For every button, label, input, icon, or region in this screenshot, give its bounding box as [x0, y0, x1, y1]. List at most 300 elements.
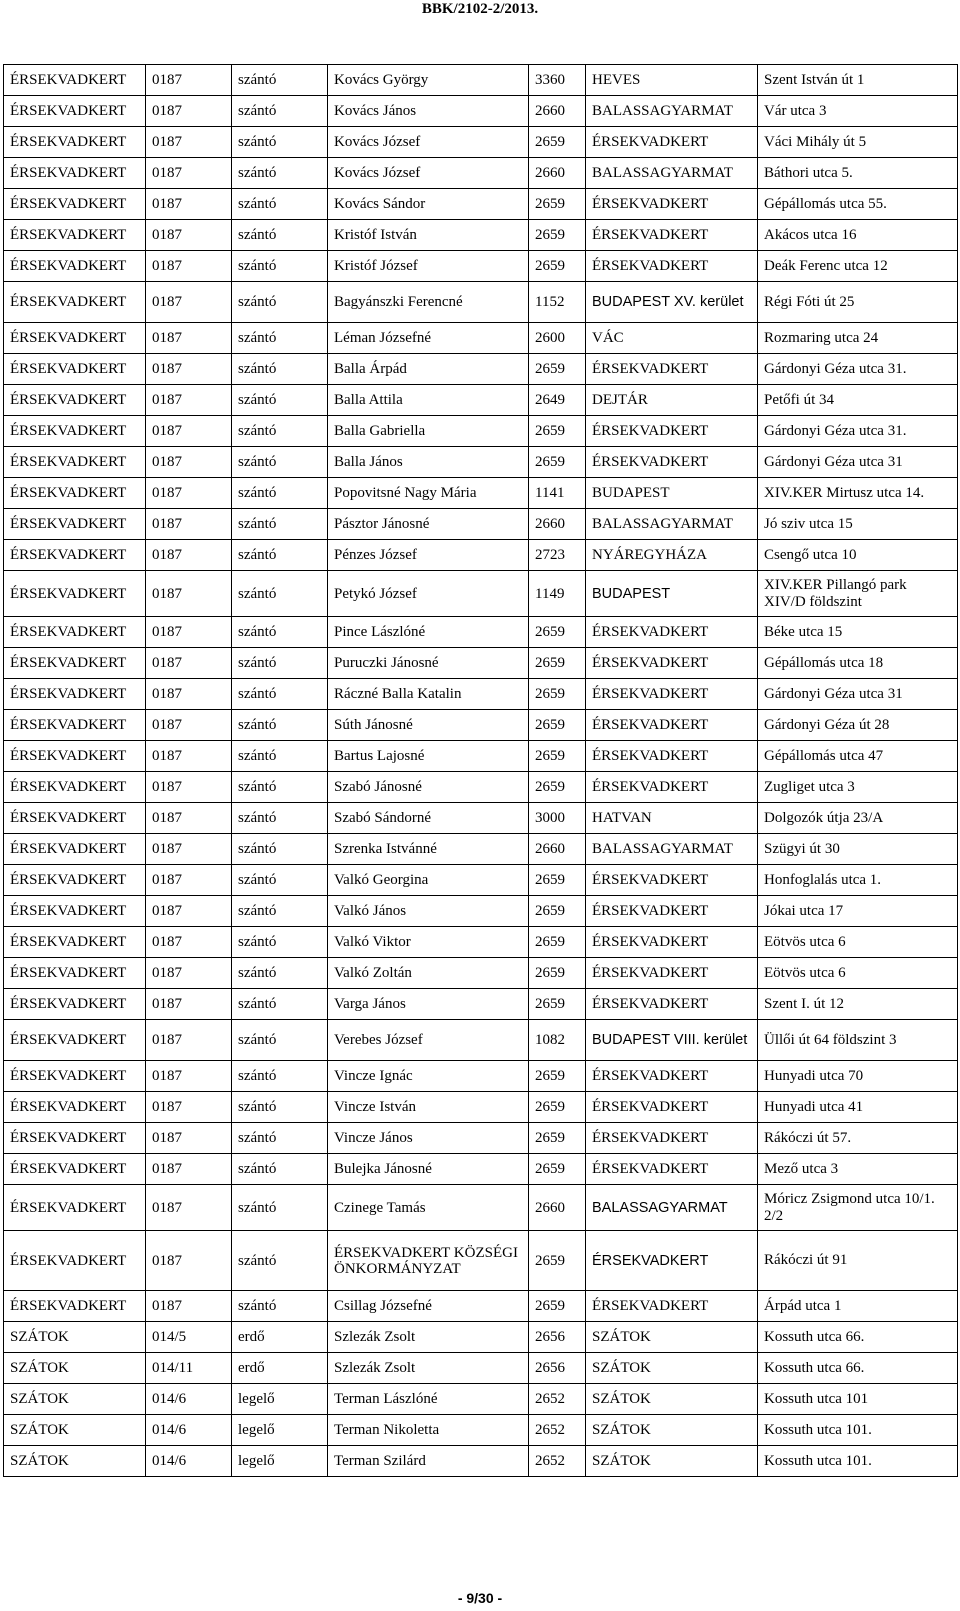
- address-cell: Eötvös utca 6: [758, 958, 958, 989]
- parcel-cell: 0187: [146, 540, 232, 571]
- settlement-cell: ÉRSEKVADKERT: [4, 834, 146, 865]
- parcel-cell: 0187: [146, 1185, 232, 1231]
- land-use-cell: legelő: [232, 1415, 328, 1446]
- settlement-cell: ÉRSEKVADKERT: [4, 509, 146, 540]
- settlement-cell: ÉRSEKVADKERT: [4, 710, 146, 741]
- city-cell: ÉRSEKVADKERT: [586, 617, 758, 648]
- parcel-cell: 0187: [146, 772, 232, 803]
- parcel-cell: 0187: [146, 478, 232, 509]
- owner-name-cell: Terman Szilárd: [328, 1446, 529, 1477]
- postal-code-cell: 2659: [529, 354, 586, 385]
- postal-code-cell: 2659: [529, 772, 586, 803]
- address-cell: Kossuth utca 101.: [758, 1415, 958, 1446]
- city-cell: BUDAPEST: [586, 571, 758, 617]
- land-use-cell: szántó: [232, 1291, 328, 1322]
- table-row: [4, 323, 958, 354]
- owner-name-cell: Puruczki Jánosné: [328, 648, 529, 679]
- settlement-cell: ÉRSEKVADKERT: [4, 958, 146, 989]
- address-cell: Gépállomás utca 47: [758, 741, 958, 772]
- city-cell: BALASSAGYARMAT: [586, 509, 758, 540]
- address-cell: Kossuth utca 66.: [758, 1322, 958, 1353]
- owner-name-cell: Szlezák Zsolt: [328, 1322, 529, 1353]
- table-row: [4, 127, 958, 158]
- address-cell: Kossuth utca 66.: [758, 1353, 958, 1384]
- settlement-cell: ÉRSEKVADKERT: [4, 251, 146, 282]
- postal-code-cell: 2659: [529, 617, 586, 648]
- settlement-cell: ÉRSEKVADKERT: [4, 989, 146, 1020]
- land-use-cell: szántó: [232, 741, 328, 772]
- postal-code-cell: 1082: [529, 1020, 586, 1061]
- land-use-cell: szántó: [232, 96, 328, 127]
- table-row: [4, 1123, 958, 1154]
- city-cell: HEVES: [586, 65, 758, 96]
- parcel-cell: 0187: [146, 323, 232, 354]
- postal-code-cell: 3000: [529, 803, 586, 834]
- postal-code-cell: 2656: [529, 1353, 586, 1384]
- settlement-cell: ÉRSEKVADKERT: [4, 1020, 146, 1061]
- settlement-cell: ÉRSEKVADKERT: [4, 282, 146, 323]
- city-cell: SZÁTOK: [586, 1446, 758, 1477]
- table-row: [4, 571, 958, 617]
- city-cell: ÉRSEKVADKERT: [586, 1123, 758, 1154]
- land-use-cell: szántó: [232, 1154, 328, 1185]
- settlement-cell: ÉRSEKVADKERT: [4, 158, 146, 189]
- owner-name-cell: Pénzes József: [328, 540, 529, 571]
- parcel-cell: 0187: [146, 679, 232, 710]
- land-use-cell: szántó: [232, 1092, 328, 1123]
- owner-name-cell: Balla Attila: [328, 385, 529, 416]
- address-cell: Váci Mihály út 5: [758, 127, 958, 158]
- land-use-cell: szántó: [232, 158, 328, 189]
- owner-name-cell: Valkó Viktor: [328, 927, 529, 958]
- land-use-cell: szántó: [232, 1185, 328, 1231]
- postal-code-cell: 2659: [529, 416, 586, 447]
- postal-code-cell: 2659: [529, 189, 586, 220]
- postal-code-cell: 2659: [529, 989, 586, 1020]
- owner-name-cell: Vincze János: [328, 1123, 529, 1154]
- table-row: [4, 385, 958, 416]
- postal-code-cell: 1152: [529, 282, 586, 323]
- address-cell: Árpád utca 1: [758, 1291, 958, 1322]
- city-cell: ÉRSEKVADKERT: [586, 927, 758, 958]
- table-row: [4, 1322, 958, 1353]
- address-cell: Régi Fóti út 25: [758, 282, 958, 323]
- postal-code-cell: 2659: [529, 865, 586, 896]
- address-cell: Rákóczi út 91: [758, 1231, 958, 1291]
- address-cell: Zugliget utca 3: [758, 772, 958, 803]
- document-code: BBK/2102-2/2013.: [421, 1, 539, 17]
- postal-code-cell: 2660: [529, 96, 586, 127]
- land-use-cell: szántó: [232, 251, 328, 282]
- parcel-cell: 0187: [146, 741, 232, 772]
- address-cell: Jó sziv utca 15: [758, 509, 958, 540]
- address-cell: Kossuth utca 101: [758, 1384, 958, 1415]
- table-row: [4, 509, 958, 540]
- settlement-cell: ÉRSEKVADKERT: [4, 189, 146, 220]
- owner-name-cell: ÉRSEKVADKERT KÖZSÉGI ÖNKORMÁNYZAT: [328, 1231, 529, 1291]
- postal-code-cell: 2659: [529, 1061, 586, 1092]
- owner-name-cell: Vincze István: [328, 1092, 529, 1123]
- owner-name-cell: Szlezák Zsolt: [328, 1353, 529, 1384]
- table-row: [4, 989, 958, 1020]
- postal-code-cell: 2659: [529, 741, 586, 772]
- land-use-cell: szántó: [232, 648, 328, 679]
- settlement-cell: ÉRSEKVADKERT: [4, 127, 146, 158]
- postal-code-cell: 2652: [529, 1415, 586, 1446]
- parcel-cell: 014/6: [146, 1446, 232, 1477]
- owner-name-cell: Petykó József: [328, 571, 529, 617]
- owner-name-cell: Ráczné Balla Katalin: [328, 679, 529, 710]
- postal-code-cell: 3360: [529, 65, 586, 96]
- land-use-cell: szántó: [232, 1061, 328, 1092]
- land-use-cell: szántó: [232, 571, 328, 617]
- owner-name-cell: Varga János: [328, 989, 529, 1020]
- settlement-cell: SZÁTOK: [4, 1322, 146, 1353]
- parcel-cell: 0187: [146, 385, 232, 416]
- owner-name-cell: Kovács György: [328, 65, 529, 96]
- city-cell: ÉRSEKVADKERT: [586, 251, 758, 282]
- city-cell: ÉRSEKVADKERT: [586, 1092, 758, 1123]
- settlement-cell: ÉRSEKVADKERT: [4, 803, 146, 834]
- parcel-cell: 0187: [146, 354, 232, 385]
- land-use-cell: szántó: [232, 189, 328, 220]
- postal-code-cell: 2659: [529, 1123, 586, 1154]
- land-use-cell: szántó: [232, 540, 328, 571]
- city-cell: SZÁTOK: [586, 1415, 758, 1446]
- settlement-cell: SZÁTOK: [4, 1384, 146, 1415]
- city-cell: ÉRSEKVADKERT: [586, 1231, 758, 1291]
- settlement-cell: SZÁTOK: [4, 1353, 146, 1384]
- owner-name-cell: Bartus Lajosné: [328, 741, 529, 772]
- table-row: [4, 447, 958, 478]
- address-cell: Hunyadi utca 41: [758, 1092, 958, 1123]
- city-cell: ÉRSEKVADKERT: [586, 1154, 758, 1185]
- postal-code-cell: 2659: [529, 679, 586, 710]
- owner-name-cell: Bulejka Jánosné: [328, 1154, 529, 1185]
- city-cell: ÉRSEKVADKERT: [586, 354, 758, 385]
- owner-name-cell: Balla Árpád: [328, 354, 529, 385]
- settlement-cell: ÉRSEKVADKERT: [4, 617, 146, 648]
- land-use-cell: szántó: [232, 65, 328, 96]
- address-cell: Gárdonyi Géza utca 31.: [758, 416, 958, 447]
- table-row: [4, 65, 958, 96]
- table-row: [4, 834, 958, 865]
- land-use-cell: szántó: [232, 617, 328, 648]
- settlement-cell: ÉRSEKVADKERT: [4, 354, 146, 385]
- table-row: [4, 772, 958, 803]
- owner-name-cell: Szrenka Istvánné: [328, 834, 529, 865]
- settlement-cell: ÉRSEKVADKERT: [4, 927, 146, 958]
- table-row: [4, 1020, 958, 1061]
- parcel-cell: 0187: [146, 896, 232, 927]
- parcel-cell: 0187: [146, 571, 232, 617]
- owner-name-cell: Valkó Zoltán: [328, 958, 529, 989]
- address-cell: Móricz Zsigmond utca 10/1. 2/2: [758, 1185, 958, 1231]
- parcel-cell: 0187: [146, 1154, 232, 1185]
- owner-name-cell: Súth Jánosné: [328, 710, 529, 741]
- city-cell: BALASSAGYARMAT: [586, 158, 758, 189]
- table-row: [4, 927, 958, 958]
- parcel-cell: 0187: [146, 989, 232, 1020]
- city-cell: ÉRSEKVADKERT: [586, 896, 758, 927]
- postal-code-cell: 2652: [529, 1384, 586, 1415]
- city-cell: ÉRSEKVADKERT: [586, 447, 758, 478]
- table-row: [4, 158, 958, 189]
- land-use-cell: szántó: [232, 1020, 328, 1061]
- land-use-cell: legelő: [232, 1446, 328, 1477]
- land-use-cell: szántó: [232, 354, 328, 385]
- parcel-cell: 0187: [146, 127, 232, 158]
- land-use-cell: szántó: [232, 1123, 328, 1154]
- address-cell: Gárdonyi Géza utca 31.: [758, 354, 958, 385]
- land-use-cell: szántó: [232, 772, 328, 803]
- table-row: [4, 865, 958, 896]
- table-row: [4, 648, 958, 679]
- address-cell: Petőfi út 34: [758, 385, 958, 416]
- parcel-cell: 0187: [146, 416, 232, 447]
- city-cell: SZÁTOK: [586, 1353, 758, 1384]
- settlement-cell: SZÁTOK: [4, 1446, 146, 1477]
- land-use-cell: szántó: [232, 323, 328, 354]
- city-cell: BALASSAGYARMAT: [586, 834, 758, 865]
- parcel-cell: 0187: [146, 958, 232, 989]
- postal-code-cell: 2659: [529, 648, 586, 679]
- table-row: [4, 478, 958, 509]
- owner-name-cell: Pince Lászlóné: [328, 617, 529, 648]
- table-row: [4, 1185, 958, 1231]
- parcel-cell: 0187: [146, 282, 232, 323]
- land-use-cell: szántó: [232, 1231, 328, 1291]
- settlement-cell: ÉRSEKVADKERT: [4, 478, 146, 509]
- owner-name-cell: Valkó Georgina: [328, 865, 529, 896]
- city-cell: ÉRSEKVADKERT: [586, 989, 758, 1020]
- address-cell: Honfoglalás utca 1.: [758, 865, 958, 896]
- settlement-cell: ÉRSEKVADKERT: [4, 447, 146, 478]
- parcel-cell: 0187: [146, 1061, 232, 1092]
- settlement-cell: ÉRSEKVADKERT: [4, 540, 146, 571]
- settlement-cell: ÉRSEKVADKERT: [4, 865, 146, 896]
- postal-code-cell: 2652: [529, 1446, 586, 1477]
- owner-name-cell: Balla János: [328, 447, 529, 478]
- parcel-cell: 0187: [146, 65, 232, 96]
- table-row: [4, 1353, 958, 1384]
- postal-code-cell: 2659: [529, 127, 586, 158]
- address-cell: Hunyadi utca 70: [758, 1061, 958, 1092]
- land-use-cell: szántó: [232, 989, 328, 1020]
- address-cell: Üllői út 64 földszint 3: [758, 1020, 958, 1061]
- settlement-cell: ÉRSEKVADKERT: [4, 96, 146, 127]
- owner-name-cell: Kovács János: [328, 96, 529, 127]
- city-cell: BALASSAGYARMAT: [586, 1185, 758, 1231]
- settlement-cell: ÉRSEKVADKERT: [4, 220, 146, 251]
- city-cell: DEJTÁR: [586, 385, 758, 416]
- land-use-cell: szántó: [232, 220, 328, 251]
- owner-name-cell: Popovitsné Nagy Mária: [328, 478, 529, 509]
- owner-name-cell: Balla Gabriella: [328, 416, 529, 447]
- parcel-cell: 014/5: [146, 1322, 232, 1353]
- city-cell: HATVAN: [586, 803, 758, 834]
- settlement-cell: ÉRSEKVADKERT: [4, 65, 146, 96]
- table-row: [4, 1291, 958, 1322]
- city-cell: SZÁTOK: [586, 1384, 758, 1415]
- city-cell: ÉRSEKVADKERT: [586, 772, 758, 803]
- settlement-cell: ÉRSEKVADKERT: [4, 772, 146, 803]
- settlement-cell: ÉRSEKVADKERT: [4, 1092, 146, 1123]
- table-row: [4, 1446, 958, 1477]
- parcel-cell: 0187: [146, 648, 232, 679]
- city-cell: BUDAPEST XV. kerület: [586, 282, 758, 323]
- city-cell: ÉRSEKVADKERT: [586, 741, 758, 772]
- postal-code-cell: 1149: [529, 571, 586, 617]
- parcel-cell: 0187: [146, 189, 232, 220]
- parcel-cell: 0187: [146, 617, 232, 648]
- owner-name-cell: Kovács Sándor: [328, 189, 529, 220]
- land-use-cell: szántó: [232, 679, 328, 710]
- address-cell: Gárdonyi Géza utca 31: [758, 447, 958, 478]
- postal-code-cell: 2659: [529, 958, 586, 989]
- owner-name-cell: Szabó Sándorné: [328, 803, 529, 834]
- owner-name-cell: Bagyánszki Ferencné: [328, 282, 529, 323]
- postal-code-cell: 2659: [529, 1092, 586, 1123]
- postal-code-cell: 2723: [529, 540, 586, 571]
- table-row: [4, 1231, 958, 1291]
- owner-name-cell: Kristóf István: [328, 220, 529, 251]
- settlement-cell: ÉRSEKVADKERT: [4, 416, 146, 447]
- parcel-cell: 0187: [146, 1123, 232, 1154]
- table-row: [4, 679, 958, 710]
- address-cell: Jókai utca 17: [758, 896, 958, 927]
- parcel-cell: 0187: [146, 1092, 232, 1123]
- parcel-cell: 0187: [146, 158, 232, 189]
- parcel-cell: 0187: [146, 96, 232, 127]
- table-row: [4, 958, 958, 989]
- postal-code-cell: 2659: [529, 710, 586, 741]
- parcel-cell: 0187: [146, 251, 232, 282]
- parcel-cell: 0187: [146, 509, 232, 540]
- address-cell: Rozmaring utca 24: [758, 323, 958, 354]
- settlement-cell: SZÁTOK: [4, 1415, 146, 1446]
- city-cell: ÉRSEKVADKERT: [586, 710, 758, 741]
- postal-code-cell: 2600: [529, 323, 586, 354]
- city-cell: ÉRSEKVADKERT: [586, 127, 758, 158]
- city-cell: ÉRSEKVADKERT: [586, 1061, 758, 1092]
- settlement-cell: ÉRSEKVADKERT: [4, 1231, 146, 1291]
- city-cell: ÉRSEKVADKERT: [586, 220, 758, 251]
- land-use-cell: szántó: [232, 385, 328, 416]
- city-cell: VÁC: [586, 323, 758, 354]
- owner-name-cell: Kovács József: [328, 158, 529, 189]
- table-row: [4, 1061, 958, 1092]
- address-cell: Vár utca 3: [758, 96, 958, 127]
- address-cell: Dolgozók útja 23/A: [758, 803, 958, 834]
- address-cell: Szent István út 1: [758, 65, 958, 96]
- owner-name-cell: Szabó Jánosné: [328, 772, 529, 803]
- land-use-cell: szántó: [232, 447, 328, 478]
- owner-name-cell: Verebes József: [328, 1020, 529, 1061]
- owner-name-cell: Pásztor Jánosné: [328, 509, 529, 540]
- address-cell: Gárdonyi Géza utca 31: [758, 679, 958, 710]
- owner-name-cell: Kovács József: [328, 127, 529, 158]
- postal-code-cell: 2660: [529, 834, 586, 865]
- table-row: [4, 1154, 958, 1185]
- land-use-cell: szántó: [232, 834, 328, 865]
- postal-code-cell: 2659: [529, 447, 586, 478]
- land-use-cell: szántó: [232, 803, 328, 834]
- city-cell: ÉRSEKVADKERT: [586, 189, 758, 220]
- land-use-cell: szántó: [232, 282, 328, 323]
- parcel-cell: 014/6: [146, 1415, 232, 1446]
- parcel-cell: 0187: [146, 447, 232, 478]
- city-cell: ÉRSEKVADKERT: [586, 679, 758, 710]
- table-row: [4, 710, 958, 741]
- table-row: [4, 1092, 958, 1123]
- table-row: [4, 189, 958, 220]
- address-cell: Mező utca 3: [758, 1154, 958, 1185]
- owner-name-cell: Czinege Tamás: [328, 1185, 529, 1231]
- parcel-cell: 0187: [146, 834, 232, 865]
- postal-code-cell: 2660: [529, 158, 586, 189]
- table-row: [4, 1384, 958, 1415]
- address-cell: Kossuth utca 101.: [758, 1446, 958, 1477]
- city-cell: BUDAPEST VIII. kerület: [586, 1020, 758, 1061]
- table-row: [4, 416, 958, 447]
- land-use-cell: erdő: [232, 1322, 328, 1353]
- settlement-cell: ÉRSEKVADKERT: [4, 1154, 146, 1185]
- table-row: [4, 96, 958, 127]
- postal-code-cell: 2660: [529, 1185, 586, 1231]
- settlement-cell: ÉRSEKVADKERT: [4, 323, 146, 354]
- postal-code-cell: 1141: [529, 478, 586, 509]
- postal-code-cell: 2659: [529, 896, 586, 927]
- parcel-cell: 014/11: [146, 1353, 232, 1384]
- table-row: [4, 251, 958, 282]
- parcel-cell: 0187: [146, 710, 232, 741]
- parcel-cell: 0187: [146, 1020, 232, 1061]
- settlement-cell: ÉRSEKVADKERT: [4, 1185, 146, 1231]
- address-cell: XIV.KER Pillangó park XIV/D földszint: [758, 571, 958, 617]
- table-row: [4, 540, 958, 571]
- address-cell: XIV.KER Mirtusz utca 14.: [758, 478, 958, 509]
- table-row: [4, 282, 958, 323]
- parcel-cell: 014/6: [146, 1384, 232, 1415]
- land-use-cell: szántó: [232, 710, 328, 741]
- city-cell: SZÁTOK: [586, 1322, 758, 1353]
- postal-code-cell: 2659: [529, 251, 586, 282]
- page-number: - 9/30 -: [457, 1590, 503, 1606]
- owner-name-cell: Terman Lászlóné: [328, 1384, 529, 1415]
- parcel-cell: 0187: [146, 1231, 232, 1291]
- postal-code-cell: 2659: [529, 220, 586, 251]
- table-row: [4, 741, 958, 772]
- land-use-cell: erdő: [232, 1353, 328, 1384]
- postal-code-cell: 2659: [529, 1154, 586, 1185]
- postal-code-cell: 2649: [529, 385, 586, 416]
- settlement-cell: ÉRSEKVADKERT: [4, 741, 146, 772]
- parcel-cell: 0187: [146, 803, 232, 834]
- address-cell: Gépállomás utca 18: [758, 648, 958, 679]
- land-use-cell: szántó: [232, 896, 328, 927]
- owner-name-cell: Léman Józsefné: [328, 323, 529, 354]
- settlement-cell: ÉRSEKVADKERT: [4, 385, 146, 416]
- postal-code-cell: 2659: [529, 1231, 586, 1291]
- address-cell: Báthori utca 5.: [758, 158, 958, 189]
- owner-name-cell: Kristóf József: [328, 251, 529, 282]
- settlement-cell: ÉRSEKVADKERT: [4, 571, 146, 617]
- table-row: [4, 617, 958, 648]
- address-cell: Gépállomás utca 55.: [758, 189, 958, 220]
- address-cell: Eötvös utca 6: [758, 927, 958, 958]
- postal-code-cell: 2656: [529, 1322, 586, 1353]
